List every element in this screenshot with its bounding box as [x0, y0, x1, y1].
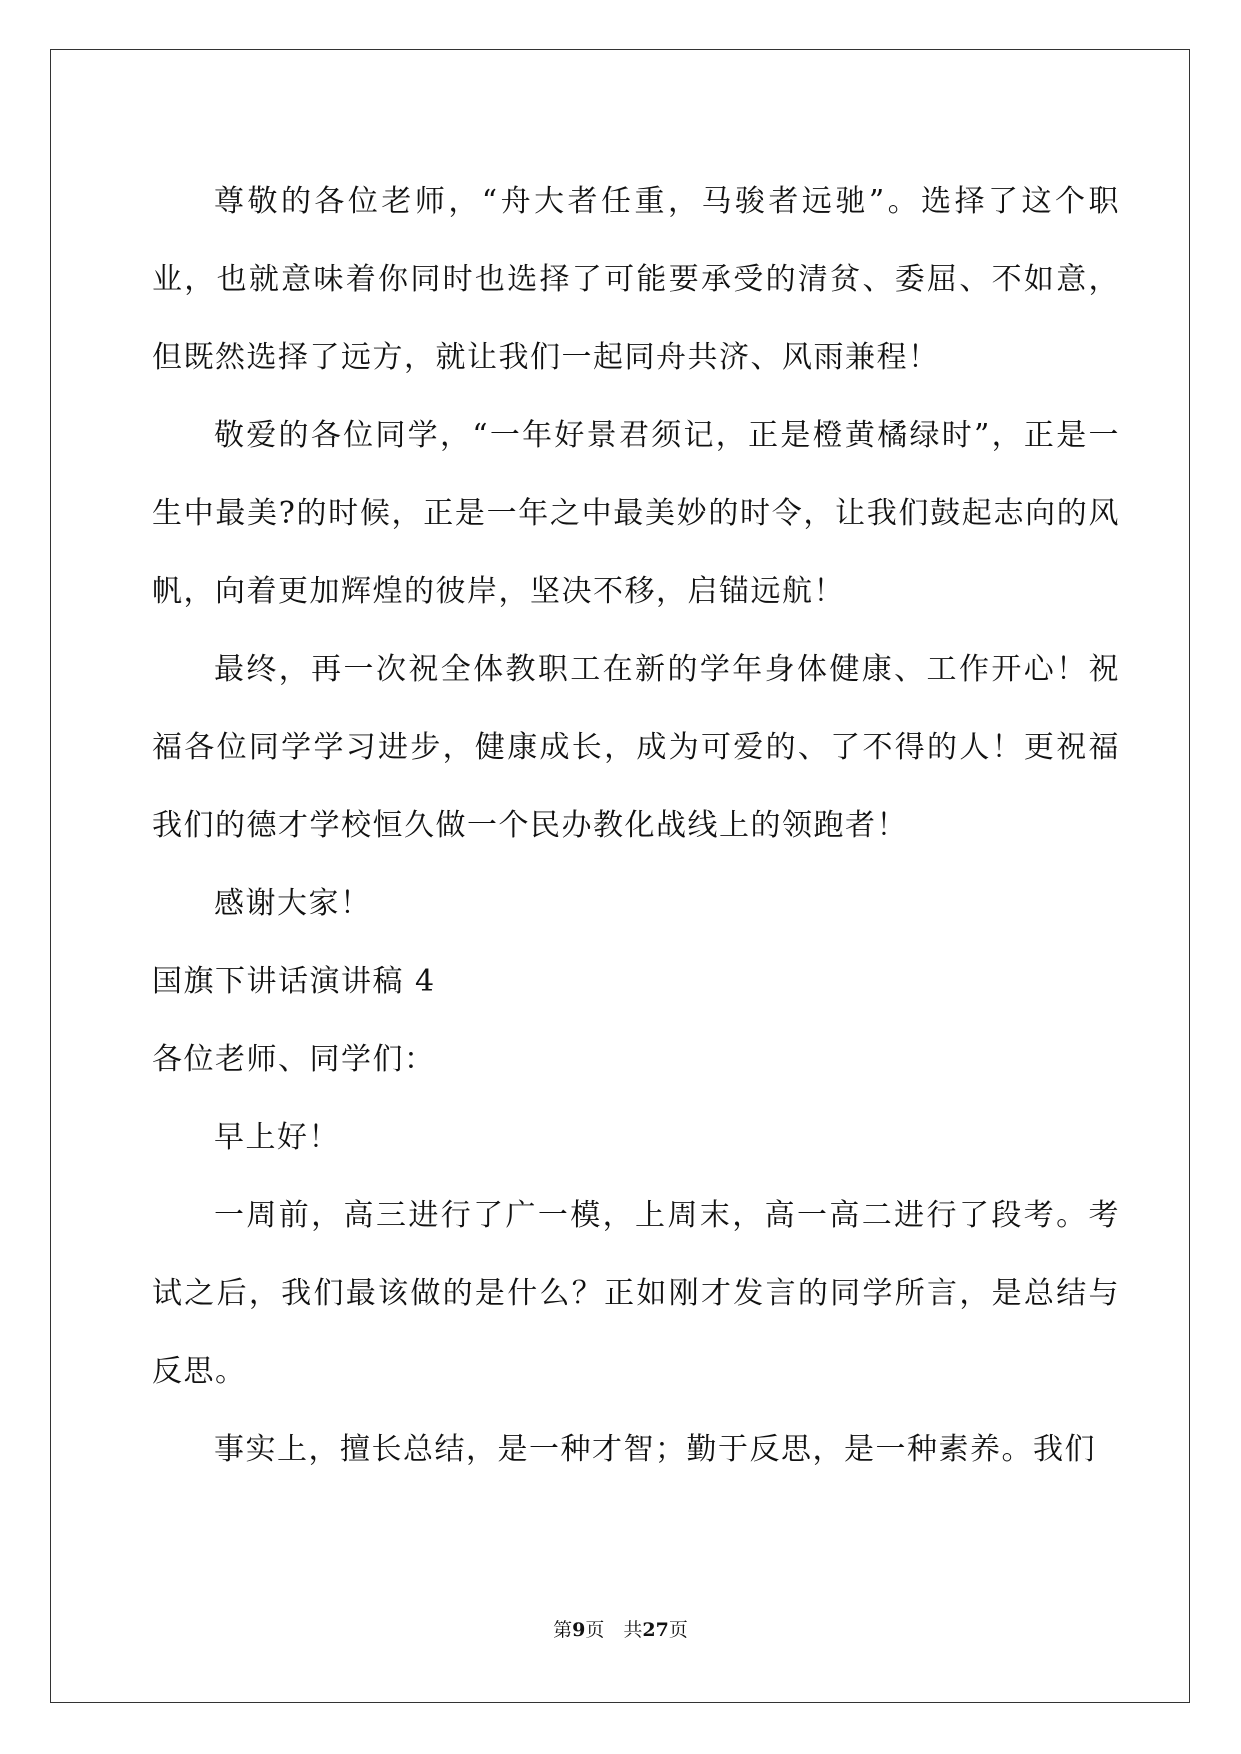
footer-total-pages: 27 — [642, 1619, 669, 1641]
footer-prefix: 第 — [553, 1619, 573, 1641]
page-footer — [0, 1618, 1241, 1642]
paragraph-thanks: 感谢大家！ — [214, 886, 372, 921]
paragraph-reflection: 事实上，擅长总结，是一种才智；勤于反思，是一种素养。我们 — [214, 1432, 1096, 1467]
paragraph-exams: 一周前，高三进行了广一模，上周末，高一高二进行了段考。考试之后，我们最该做的是什么？正如刚才发言的同学所言，是总结与反思。 — [152, 1198, 1120, 1389]
footer-suffix: 页 — [668, 1619, 688, 1641]
paragraph-wishes: 最终，再一次祝全体教职工在新的学年身体健康、工作开心！祝福各位同学学习进步，健康成长，成为可爱的、了不得的人！更祝福我们的德才学校恒久做一个民办教化战线上的领跑者！ — [152, 652, 1120, 843]
salutation: 各位老师、同学们： — [152, 1042, 436, 1077]
footer-middle: 页 共 — [585, 1619, 643, 1641]
paragraph-students: 敬爱的各位同学，“一年好景君须记，正是橙黄橘绿时”，正是一生中最美?的时候，正是一年之中最美妙的时令，让我们鼓起志向的风帆，向着更加辉煌的彼岸，坚决不移，启锚远航！ — [152, 418, 1120, 609]
section-title: 国旗下讲话演讲稿 4 — [152, 964, 436, 999]
paragraph-greeting: 早上好！ — [214, 1120, 340, 1155]
document-body — [152, 163, 1120, 1489]
footer-page-number: 9 — [572, 1619, 586, 1641]
paragraph-teachers: 尊敬的各位老师，“舟大者任重，马骏者远驰”。选择了这个职业，也就意味着你同时也选择了可能要承受的清贫、委屈、不如意，但既然选择了远方，就让我们一起同舟共济、风雨兼程！ — [152, 184, 1120, 375]
